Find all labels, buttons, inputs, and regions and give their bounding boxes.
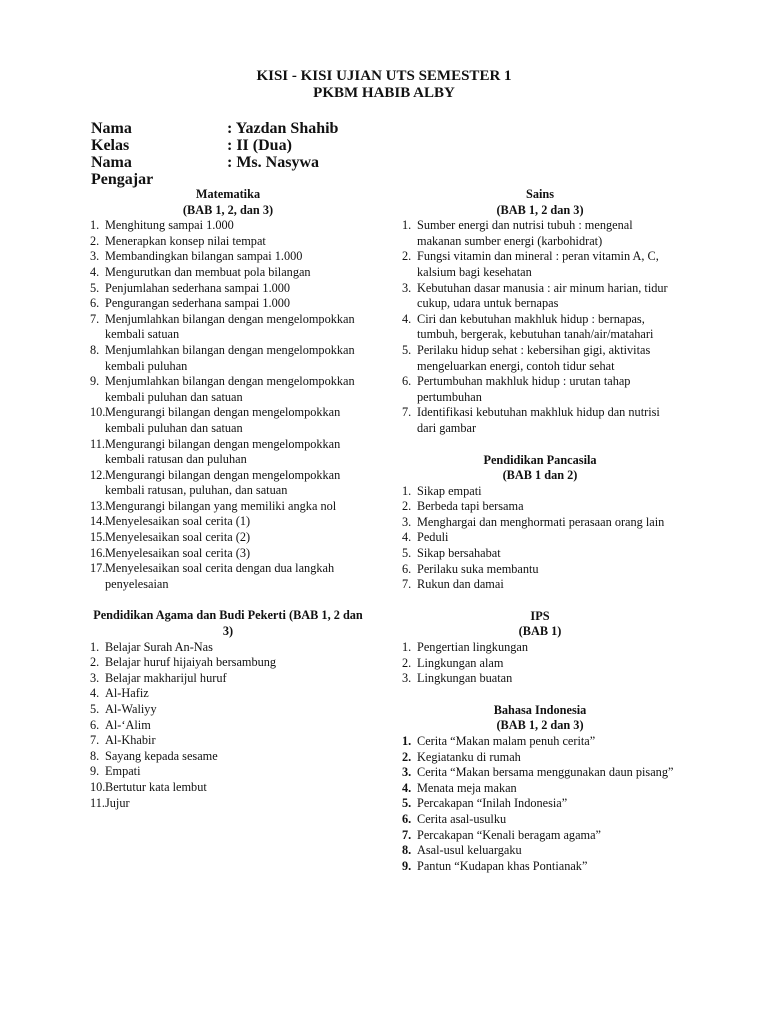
pancasila-list-item	[402, 499, 678, 515]
list-item-number: 1.	[402, 734, 412, 748]
list-item-text: Pantun “Kudapan khas Pontianak”	[417, 858, 588, 873]
pancasila-chapters: (BAB 1 dan 2)	[502, 468, 578, 483]
agama-list-item	[90, 718, 366, 734]
list-item-number: 7.	[402, 405, 412, 420]
sains-title: Sains	[525, 187, 555, 201]
sains-list-item	[402, 374, 678, 405]
ips-title: IPS	[530, 608, 550, 623]
list-item-number: 3.	[402, 671, 412, 686]
list-item-number: 13.	[90, 498, 106, 513]
agama-list-item	[90, 640, 366, 656]
list-item-number: 5.	[402, 546, 412, 561]
bindo-title: Bahasa Indonesia	[493, 702, 587, 717]
list-item-text: Pertumbuhan makhluk hidup : urutan tahap pertumbuhan	[417, 374, 631, 404]
pancasila-list-item	[402, 515, 678, 531]
list-item-text: Penjumlahan sederhana sampai 1.000	[105, 280, 291, 295]
bindo-list-item	[402, 750, 678, 766]
list-item-number: 2.	[402, 655, 412, 670]
list-item-number: 6.	[90, 717, 100, 732]
list-item-number: 11.	[90, 795, 105, 810]
list-item-number: 8.	[402, 843, 412, 858]
matematika-list-item	[90, 265, 366, 281]
list-item-text: Pengertian lingkungan	[417, 640, 528, 655]
list-item-number: 2.	[90, 233, 100, 248]
matematika-chapters: (BAB 1, 2, dan 3)	[182, 202, 274, 217]
list-item-number: 5.	[90, 280, 100, 295]
sains-list-item	[402, 312, 678, 343]
list-item-number: 4.	[402, 780, 412, 795]
matematika-list-item	[90, 499, 366, 515]
agama-list-item	[90, 655, 366, 671]
list-item-text: Menjumlahkan bilangan dengan mengelompokkan kembali puluhan	[105, 342, 355, 373]
list-item-text: Percakapan “Inilah Indonesia”	[417, 796, 568, 811]
list-item-text: Peduli	[417, 530, 449, 545]
list-item-text: Lingkungan buatan	[417, 671, 513, 686]
list-item-text: Cerita “Makan malam penuh cerita”	[417, 734, 596, 748]
bindo-list-item	[402, 781, 678, 797]
list-item-text: Al-Hafiz	[105, 686, 149, 701]
list-item-text: Mengurutkan dan membuat pola bilangan	[105, 264, 311, 279]
matematika-title: Matematika	[195, 187, 261, 201]
bindo-list-item	[402, 828, 678, 844]
list-item-text: Menata meja makan	[417, 780, 517, 795]
bindo-list-item	[402, 734, 678, 750]
list-item-number: 15.	[90, 530, 106, 545]
list-item-text: Asal-usul keluargaku	[417, 843, 522, 858]
list-item-number: 6.	[402, 811, 412, 826]
matematika-list-item	[90, 234, 366, 250]
list-item-text: Belajar Surah An-Nas	[105, 639, 213, 654]
list-item-text: Sumber energi dan nutrisi tubuh : mengenal makanan sumber energi (karbohidrat)	[417, 218, 633, 248]
list-item-text: Bertutur kata lembut	[105, 779, 207, 794]
ips-chapters: (BAB 1)	[518, 624, 562, 639]
matematika-list-item	[90, 530, 366, 546]
agama-list-item	[90, 733, 366, 749]
student-name-value: : Yazdan Shahib	[227, 120, 339, 137]
sains-list	[402, 218, 678, 436]
sains-list-item	[402, 249, 678, 280]
list-item-number: 9.	[402, 858, 412, 873]
agama-list	[90, 640, 366, 812]
matematika-list-item	[90, 218, 366, 234]
list-item-number: 3.	[402, 280, 412, 295]
list-item-text: Identifikasi kebutuhan makhluk hidup dan nutrisi dari gambar	[417, 405, 660, 435]
list-item-number: 10.	[90, 779, 106, 794]
matematika-list-item	[90, 296, 366, 312]
bindo-list-item	[402, 859, 678, 875]
school-name: PKBM HABIB ALBY	[313, 85, 455, 101]
matematika-list-item	[90, 561, 366, 592]
agama-list-item	[90, 796, 366, 812]
list-item-text: Belajar huruf hijaiyah bersambung	[105, 655, 277, 670]
matematika-list-item	[90, 437, 366, 468]
list-item-number: 4.	[90, 264, 100, 279]
list-item-number: 9.	[90, 764, 100, 779]
list-item-text: Cerita “Makan bersama menggunakan daun pisang”	[417, 765, 674, 780]
list-item-number: 7.	[90, 311, 100, 326]
list-item-number: 8.	[90, 748, 100, 763]
ips-list-item	[402, 671, 678, 687]
sains-list-item	[402, 343, 678, 374]
list-item-text: Menerapkan konsep nilai tempat	[105, 233, 266, 248]
matematika-list-item	[90, 281, 366, 297]
sains-list-item	[402, 405, 678, 436]
matematika-list-item	[90, 312, 366, 343]
sains-list-item	[402, 218, 678, 249]
agama-list-item	[90, 671, 366, 687]
list-item-number: 17.	[90, 561, 106, 576]
matematika-list-item	[90, 249, 366, 265]
document-title: KISI - KISI UJIAN UTS SEMESTER 1	[256, 68, 512, 84]
ips-list-item	[402, 640, 678, 656]
list-item-number: 12.	[90, 467, 106, 482]
list-item-number: 3.	[402, 514, 412, 529]
list-item-text: Belajar makharijul huruf	[105, 670, 227, 685]
matematika-list-item	[90, 514, 366, 530]
list-item-text: Mengurangi bilangan dengan mengelompokkan kembali puluhan dan satuan	[105, 405, 341, 435]
list-item-text: Mengurangi bilangan yang memiliki angka nol	[105, 498, 337, 513]
pancasila-list	[402, 484, 678, 593]
list-item-text: Empati	[105, 764, 141, 779]
list-item-text: Al-Khabir	[105, 733, 156, 748]
list-item-text: Jujur	[105, 795, 130, 810]
list-item-number: 6.	[402, 561, 412, 576]
left-column	[90, 187, 366, 811]
list-item-text: Menyelesaikan soal cerita dengan dua langkah penyelesaian	[105, 561, 335, 591]
list-item-text: Mengurangi bilangan dengan mengelompokkan kembali ratusan, puluhan, dan satuan	[105, 467, 341, 498]
list-item-number: 10.	[90, 405, 106, 420]
list-item-text: Menyelesaikan soal cerita (3)	[105, 545, 251, 560]
list-item-number: 6.	[402, 374, 412, 389]
bindo-list-item	[402, 796, 678, 812]
list-item-number: 5.	[402, 796, 412, 811]
ips-list	[402, 640, 678, 687]
list-item-number: 3.	[90, 249, 100, 264]
class-label: Kelas	[91, 137, 130, 154]
list-item-text: Cerita asal-usulku	[417, 811, 507, 826]
list-item-text: Sikap empati	[417, 483, 482, 498]
matematika-list-item	[90, 546, 366, 562]
agama-list-item	[90, 764, 366, 780]
pancasila-list-item	[402, 577, 678, 593]
list-item-number: 9.	[90, 374, 100, 389]
list-item-text: Menghitung sampai 1.000	[105, 218, 234, 233]
list-item-number: 5.	[90, 702, 100, 716]
list-item-text: Sayang kepada sesame	[105, 748, 218, 763]
list-item-number: 16.	[90, 545, 106, 560]
list-item-number: 7.	[402, 827, 412, 842]
list-item-text: Menyelesaikan soal cerita (2)	[105, 530, 251, 545]
pancasila-list-item	[402, 546, 678, 562]
student-name-label: Nama	[91, 120, 132, 137]
list-item-text: Perilaku hidup sehat : kebersihan gigi, aktivitas mengeluarkan energi, contoh tidur sehat	[417, 342, 651, 373]
list-item-number: 4.	[402, 530, 412, 545]
list-item-number: 5.	[402, 342, 412, 357]
bindo-chapters: (BAB 1, 2 dan 3)	[496, 718, 584, 733]
list-item-number: 3.	[402, 765, 412, 780]
list-item-number: 6.	[90, 296, 100, 311]
pancasila-list-item	[402, 530, 678, 546]
bindo-list-item	[402, 843, 678, 859]
sains-list-item	[402, 281, 678, 312]
list-item-text: Berbeda tapi bersama	[417, 499, 524, 514]
list-item-number: 1.	[90, 218, 100, 233]
list-item-text: Mengurangi bilangan dengan mengelompokkan kembali ratusan dan puluhan	[105, 436, 341, 467]
list-item-text: Kegiatanku di rumah	[417, 749, 521, 764]
right-column	[402, 187, 678, 874]
list-item-number: 3.	[90, 670, 100, 685]
list-item-text: Perilaku suka membantu	[417, 561, 539, 576]
list-item-text: Menjumlahkan bilangan dengan mengelompokkan kembali puluhan dan satuan	[105, 374, 355, 404]
class-value: : II (Dua)	[227, 137, 292, 154]
list-item-text: Al-‘Alim	[105, 717, 151, 732]
list-item-number: 11.	[90, 436, 105, 451]
list-item-number: 4.	[90, 686, 100, 701]
bindo-list-item	[402, 812, 678, 828]
list-item-text: Menyelesaikan soal cerita (1)	[105, 514, 251, 529]
list-item-number: 1.	[402, 483, 412, 498]
agama-title: Pendidikan Agama dan Budi Pekerti (BAB 1, 2 dan 3)	[93, 608, 363, 639]
list-item-text: Pengurangan sederhana sampai 1.000	[105, 296, 291, 311]
agama-list-item	[90, 686, 366, 702]
bindo-list-item	[402, 765, 678, 781]
list-item-text: Kebutuhan dasar manusia : air minum harian, tidur cukup, udara untuk bernapas	[417, 280, 668, 311]
matematika-list-item	[90, 374, 366, 405]
agama-list-item	[90, 749, 366, 765]
list-item-number: 4.	[402, 311, 412, 326]
list-item-number: 7.	[90, 733, 100, 748]
list-item-text: Percakapan “Kenali beragam agama”	[417, 827, 602, 842]
pancasila-list-item	[402, 484, 678, 500]
list-item-text: Menghargai dan menghormati perasaan orang lain	[417, 514, 665, 529]
list-item-number: 2.	[402, 749, 412, 764]
list-item-number: 2.	[402, 499, 412, 514]
list-item-number: 1.	[90, 639, 100, 654]
list-item-number: 14.	[90, 514, 106, 529]
list-item-number: 1.	[402, 218, 412, 233]
list-item-text: Rukun dan damai	[417, 577, 504, 592]
list-item-text: Menjumlahkan bilangan dengan mengelompokkan kembali satuan	[105, 311, 355, 342]
list-item-number: 1.	[402, 640, 412, 655]
list-item-text: Sikap bersahabat	[417, 546, 501, 561]
matematika-list-item	[90, 343, 366, 374]
list-item-number: 2.	[402, 249, 412, 264]
agama-list-item	[90, 702, 366, 718]
list-item-text: Al-Waliyy	[105, 702, 157, 716]
list-item-number: 7.	[402, 577, 412, 592]
list-item-text: Fungsi vitamin dan mineral : peran vitamin A, C, kalsium bagi kesehatan	[417, 249, 659, 279]
matematika-list-item	[90, 468, 366, 499]
list-item-text: Ciri dan kebutuhan makhluk hidup : bernapas, tumbuh, bergerak, kebutuhan tanah/air/matahari	[417, 311, 654, 342]
list-item-text: Lingkungan alam	[417, 655, 504, 670]
agama-list-item	[90, 780, 366, 796]
pancasila-title: Pendidikan Pancasila	[483, 452, 597, 467]
sains-chapters: (BAB 1, 2 dan 3)	[496, 202, 584, 217]
pancasila-list-item	[402, 562, 678, 578]
ips-list-item	[402, 656, 678, 672]
list-item-text: Membandingkan bilangan sampai 1.000	[105, 249, 303, 264]
teacher-label: Nama Pengajar	[91, 154, 154, 188]
matematika-list-item	[90, 405, 366, 436]
bindo-list	[402, 734, 678, 874]
teacher-value: : Ms. Nasywa	[227, 154, 319, 171]
matematika-list	[90, 218, 366, 592]
list-item-number: 2.	[90, 655, 100, 670]
list-item-number: 8.	[90, 342, 100, 357]
